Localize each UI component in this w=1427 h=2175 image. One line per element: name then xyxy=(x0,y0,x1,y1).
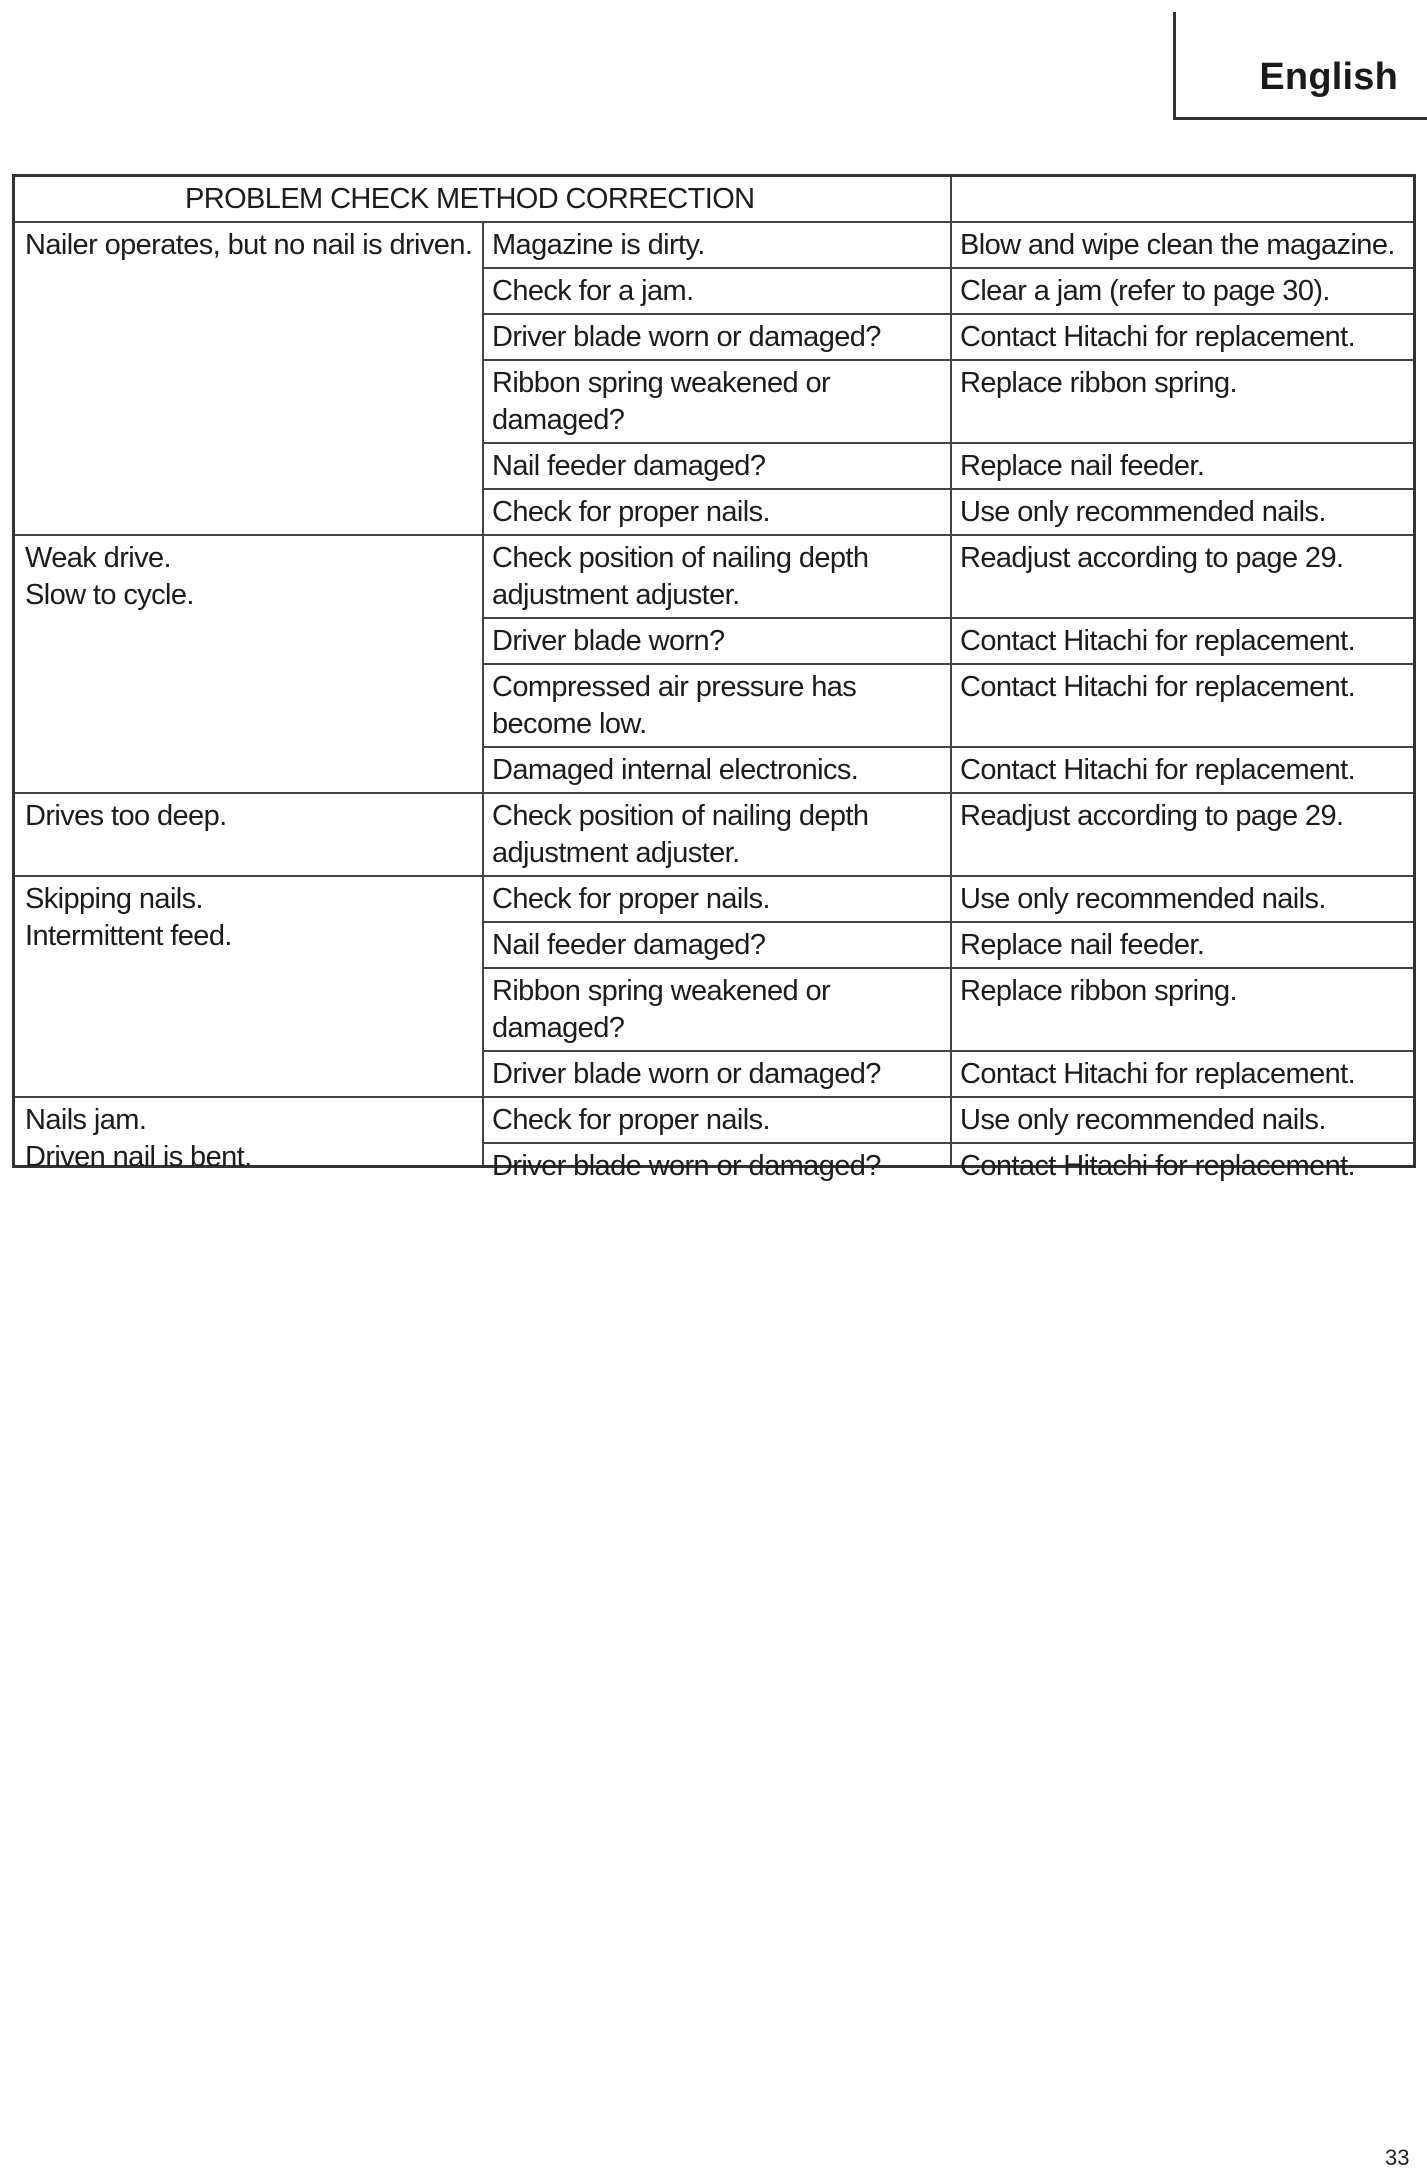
column-divider-correction xyxy=(950,177,952,1165)
header-divider xyxy=(15,221,1413,223)
check-cell: Check for proper nails. xyxy=(492,883,770,915)
check-cell: Driver blade worn or damaged? xyxy=(492,321,881,353)
check-cell: Nail feeder damaged? xyxy=(492,450,766,482)
correction-cell: Replace ribbon spring. xyxy=(960,975,1237,1007)
row-divider xyxy=(482,1050,1413,1052)
correction-cell: Use only recommended nails. xyxy=(960,496,1326,528)
page-number: 33 xyxy=(1385,2145,1410,2170)
correction-cell: Replace nail feeder. xyxy=(960,929,1205,961)
problem-cell: Drives too deep. xyxy=(25,800,227,832)
check-cell: Magazine is dirty. xyxy=(492,229,705,261)
group-divider xyxy=(15,534,1413,536)
check-cell: Driver blade worn? xyxy=(492,625,725,657)
row-divider xyxy=(482,617,1413,619)
check-cell: Check for proper nails. xyxy=(492,496,770,528)
language-tab xyxy=(1173,12,1427,120)
check-cell: Damaged internal electronics. xyxy=(492,754,859,786)
correction-cell: Contact Hitachi for replacement. xyxy=(960,1058,1356,1090)
row-divider xyxy=(482,746,1413,748)
row-divider xyxy=(482,359,1413,361)
check-cell: Nail feeder damaged? xyxy=(492,929,766,961)
correction-cell: Readjust according to page 29. xyxy=(960,542,1344,574)
check-cell: Check position of nailing depth adjustment adjuster. xyxy=(492,800,869,869)
correction-cell: Readjust according to page 29. xyxy=(960,800,1344,832)
row-divider xyxy=(482,442,1413,444)
row-divider xyxy=(482,967,1413,969)
problem-cell: Nailer operates, but no nail is driven. xyxy=(25,229,473,261)
problem-cell: Weak drive. Slow to cycle. xyxy=(25,542,194,611)
check-cell: Check for a jam. xyxy=(492,275,694,307)
row-divider xyxy=(482,921,1413,923)
problem-cell: Nails jam. Driven nail is bent. xyxy=(25,1104,252,1173)
column-divider-check xyxy=(482,221,484,1165)
row-divider xyxy=(482,313,1413,315)
check-cell: Ribbon spring weakened or damaged? xyxy=(492,975,831,1044)
group-divider xyxy=(15,1096,1413,1098)
row-divider xyxy=(482,267,1413,269)
check-cell: Driver blade worn or damaged? xyxy=(492,1058,881,1090)
correction-cell: Replace ribbon spring. xyxy=(960,367,1237,399)
check-cell: Ribbon spring weakened or damaged? xyxy=(492,367,831,436)
correction-cell: Contact Hitachi for replacement. xyxy=(960,671,1356,703)
correction-cell: Blow and wipe clean the magazine. xyxy=(960,229,1395,261)
correction-cell: Use only recommended nails. xyxy=(960,883,1326,915)
correction-cell: Contact Hitachi for replacement. xyxy=(960,321,1356,353)
correction-cell: Clear a jam (refer to page 30). xyxy=(960,275,1330,307)
check-cell: Compressed air pressure has become low. xyxy=(492,671,857,740)
row-divider xyxy=(482,488,1413,490)
language-label: English xyxy=(1259,56,1398,98)
table-header: PROBLEM CHECK METHOD CORRECTION xyxy=(185,183,755,215)
check-cell: Check for proper nails. xyxy=(492,1104,770,1136)
row-divider xyxy=(482,663,1413,665)
problem-cell: Skipping nails. Intermittent feed. xyxy=(25,883,232,952)
group-divider xyxy=(15,875,1413,877)
correction-cell: Contact Hitachi for replacement. xyxy=(960,754,1356,786)
row-divider xyxy=(482,1142,1413,1144)
check-cell: Check position of nailing depth adjustment adjuster. xyxy=(492,542,869,611)
correction-cell: Use only recommended nails. xyxy=(960,1104,1326,1136)
correction-cell: Replace nail feeder. xyxy=(960,450,1205,482)
correction-cell: Contact Hitachi for replacement. xyxy=(960,1150,1356,1182)
correction-cell: Contact Hitachi for replacement. xyxy=(960,625,1356,657)
check-cell: Driver blade worn or damaged? xyxy=(492,1150,881,1182)
troubleshooting-table xyxy=(12,174,1416,1182)
group-divider xyxy=(15,792,1413,794)
